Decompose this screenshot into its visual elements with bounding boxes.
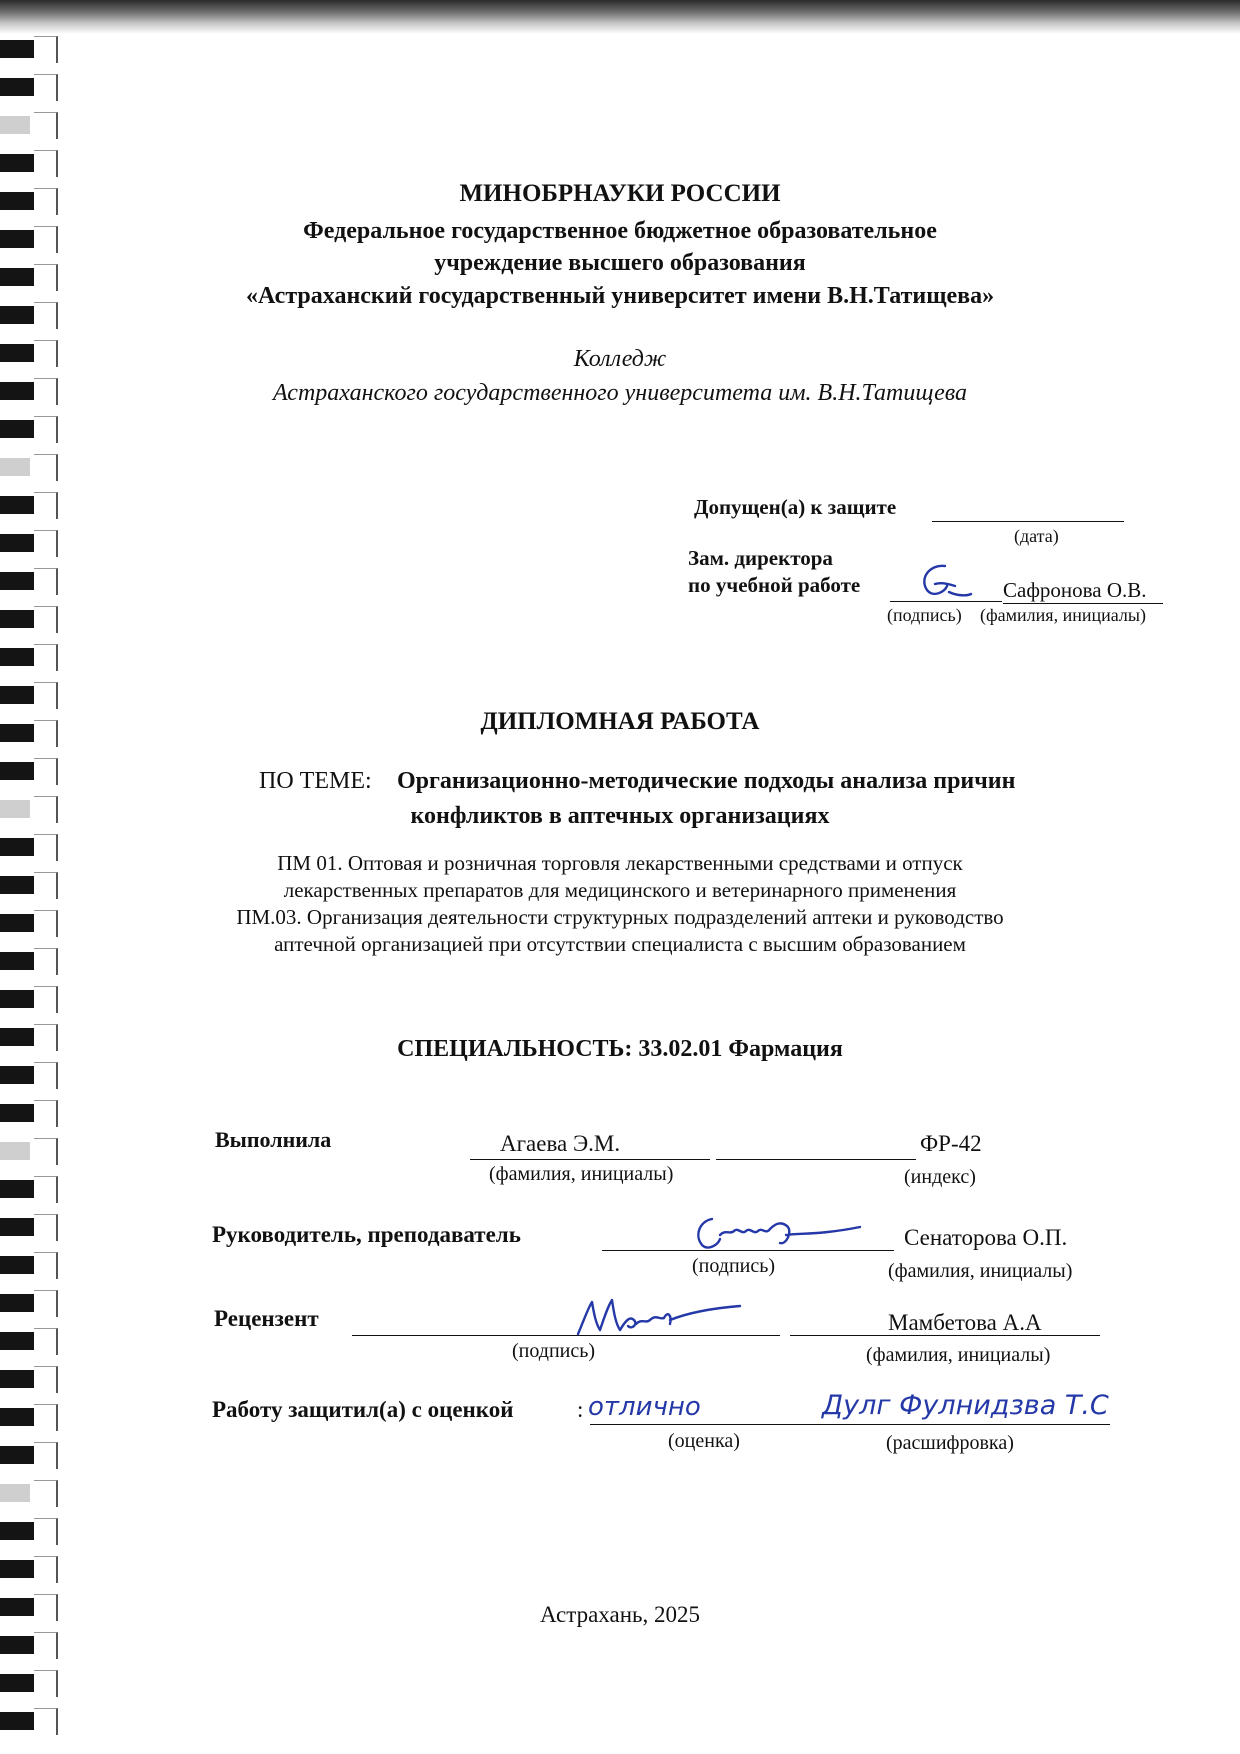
performed-label: Выполнила [215,1127,332,1152]
deputy-label-line2: по учебной работе [688,573,861,597]
binding-ring [34,1062,58,1089]
binding-ring [34,416,58,443]
binding-hole [0,496,34,514]
defended-label: Работу защитил(а) с оценкой [212,1397,514,1422]
group-caption: (индекс) [904,1166,976,1188]
binding-ring [34,1442,58,1469]
binding-ring [34,1404,58,1431]
binding-ring [34,1556,58,1583]
reviewer-signature [570,1290,750,1350]
student-name: Агаева Э.М. [500,1131,621,1156]
deputy-name-line [1003,603,1163,604]
binding-hole [0,1066,34,1084]
binding-hole [0,1332,34,1350]
binding-ring [34,1328,58,1355]
student-name-line [470,1159,710,1160]
binding-ring [34,1366,58,1393]
pm01-line2: лекарственных препаратов для медицинского и ветеринарного применения [283,878,957,902]
pm03-line1: ПМ.03. Организация деятельности структурных подразделений аптеки и руководство [236,905,1004,929]
binding-hole [0,1104,34,1122]
deputy-signature [905,556,975,606]
scan-top-shadow [0,0,1240,34]
binding-ring [34,112,58,139]
pm01-line1: ПМ 01. Оптовая и розничная торговля лекарственными средствами и отпуск [277,851,963,875]
student-name-caption: (фамилия, инициалы) [489,1163,674,1185]
admitted-label: Допущен(а) к защите [694,495,897,519]
binding-ring [34,1138,58,1165]
binding-ring [34,1100,58,1127]
binding-hole [0,1370,34,1388]
supervisor-name-caption: (фамилия, инициалы) [888,1260,1073,1282]
topic-line2: конфликтов в аптечных организациях [410,803,830,829]
binding-hole [0,1560,34,1578]
binding-ring [34,1214,58,1241]
binding-ring [34,492,58,519]
group-index: ФР-42 [920,1131,982,1156]
binding-hole [0,1142,30,1160]
binding-hole [0,1636,34,1654]
binding-ring [34,1176,58,1203]
college-line2: Астраханского государственного университета им. В.Н.Татищева [273,380,967,406]
binding-hole [0,534,34,552]
binding-ring [34,1670,58,1697]
binding-hole [0,1294,34,1312]
topic-prefix: ПО ТЕМЕ: [259,768,372,794]
university-name: «Астраханский государственный университет имени В.Н.Татищева» [245,283,995,309]
deputy-signature-caption: (подпись) [887,605,962,625]
binding-hole [0,1484,30,1502]
reviewer-name: Мамбетова А.А [888,1310,1042,1335]
binding-hole [0,762,34,780]
binding-hole [0,1712,34,1730]
binding-hole [0,990,34,1008]
binding-hole [0,610,34,628]
binding-ring [34,454,58,481]
binding-ring [34,36,58,63]
reviewer-label: Рецензент [214,1306,319,1331]
binding-hole [0,1180,34,1198]
grade-handwritten: отлично [588,1392,701,1422]
binding-hole [0,458,30,476]
defended-colon: : [577,1397,584,1422]
binding-ring [34,74,58,101]
reviewer-signature-caption: (подпись) [512,1340,596,1362]
binding-ring [34,1290,58,1317]
binding-ring [34,1518,58,1545]
deputy-name: Сафронова О.В. [1003,578,1147,602]
binding-ring [34,682,58,709]
binding-hole [0,1446,34,1464]
supervisor-name: Сенаторова О.П. [904,1225,1068,1250]
pm03-line2: аптечной организацией при отсутствии специалиста с высшим образованием [274,932,966,956]
binding-ring [34,1708,58,1735]
binding-ring [34,986,58,1013]
binding-ring [34,1480,58,1507]
binding-hole [0,78,34,96]
college-line1: Колледж [573,346,667,372]
grade-caption: (оценка) [668,1430,740,1452]
binding-ring [34,150,58,177]
binding-hole [0,648,34,666]
binding-hole [0,154,34,172]
binding-hole [0,1256,34,1274]
binding-ring [34,530,58,557]
binding-hole [0,1522,34,1540]
topic-line1: Организационно-методические подходы анализа причин [397,768,1016,794]
deputy-name-caption: (фамилия, инициалы) [980,605,1146,625]
binding-hole [0,116,30,134]
deputy-label-line1: Зам. директора [688,546,833,570]
binding-ring [34,758,58,785]
supervisor-label: Руководитель, преподаватель [212,1222,521,1247]
group-line [716,1159,916,1160]
binding-hole [0,1408,34,1426]
binding-ring [34,1632,58,1659]
binding-hole [0,420,34,438]
binding-ring [34,1252,58,1279]
date-caption: (дата) [1014,526,1059,546]
admission-date-line [932,521,1124,522]
decoding-handwritten: Дулг Фулнидзва Т.С [822,1390,1109,1421]
grade-line [590,1424,1110,1425]
decoding-caption: (расшифровка) [886,1432,1014,1454]
binding-hole [0,40,34,58]
ministry-title: МИНОБРНАУКИ РОССИИ [459,180,781,207]
supervisor-signature-caption: (подпись) [692,1255,776,1277]
binding-ring [34,568,58,595]
institution-line2: учреждение высшего образования [434,250,806,276]
binding-hole [0,1674,34,1692]
document-type: ДИПЛОМНАЯ РАБОТА [480,708,760,735]
specialty: СПЕЦИАЛЬНОСТЬ: 33.02.01 Фармация [397,1036,843,1062]
binding-ring [34,606,58,633]
city-year: Астрахань, 2025 [540,1602,700,1627]
reviewer-name-caption: (фамилия, инициалы) [866,1344,1051,1366]
binding-hole [0,1218,34,1236]
binding-ring [34,644,58,671]
binding-hole [0,572,34,590]
binding-hole [0,686,34,704]
institution-line1: Федеральное государственное бюджетное образовательное [303,218,937,244]
